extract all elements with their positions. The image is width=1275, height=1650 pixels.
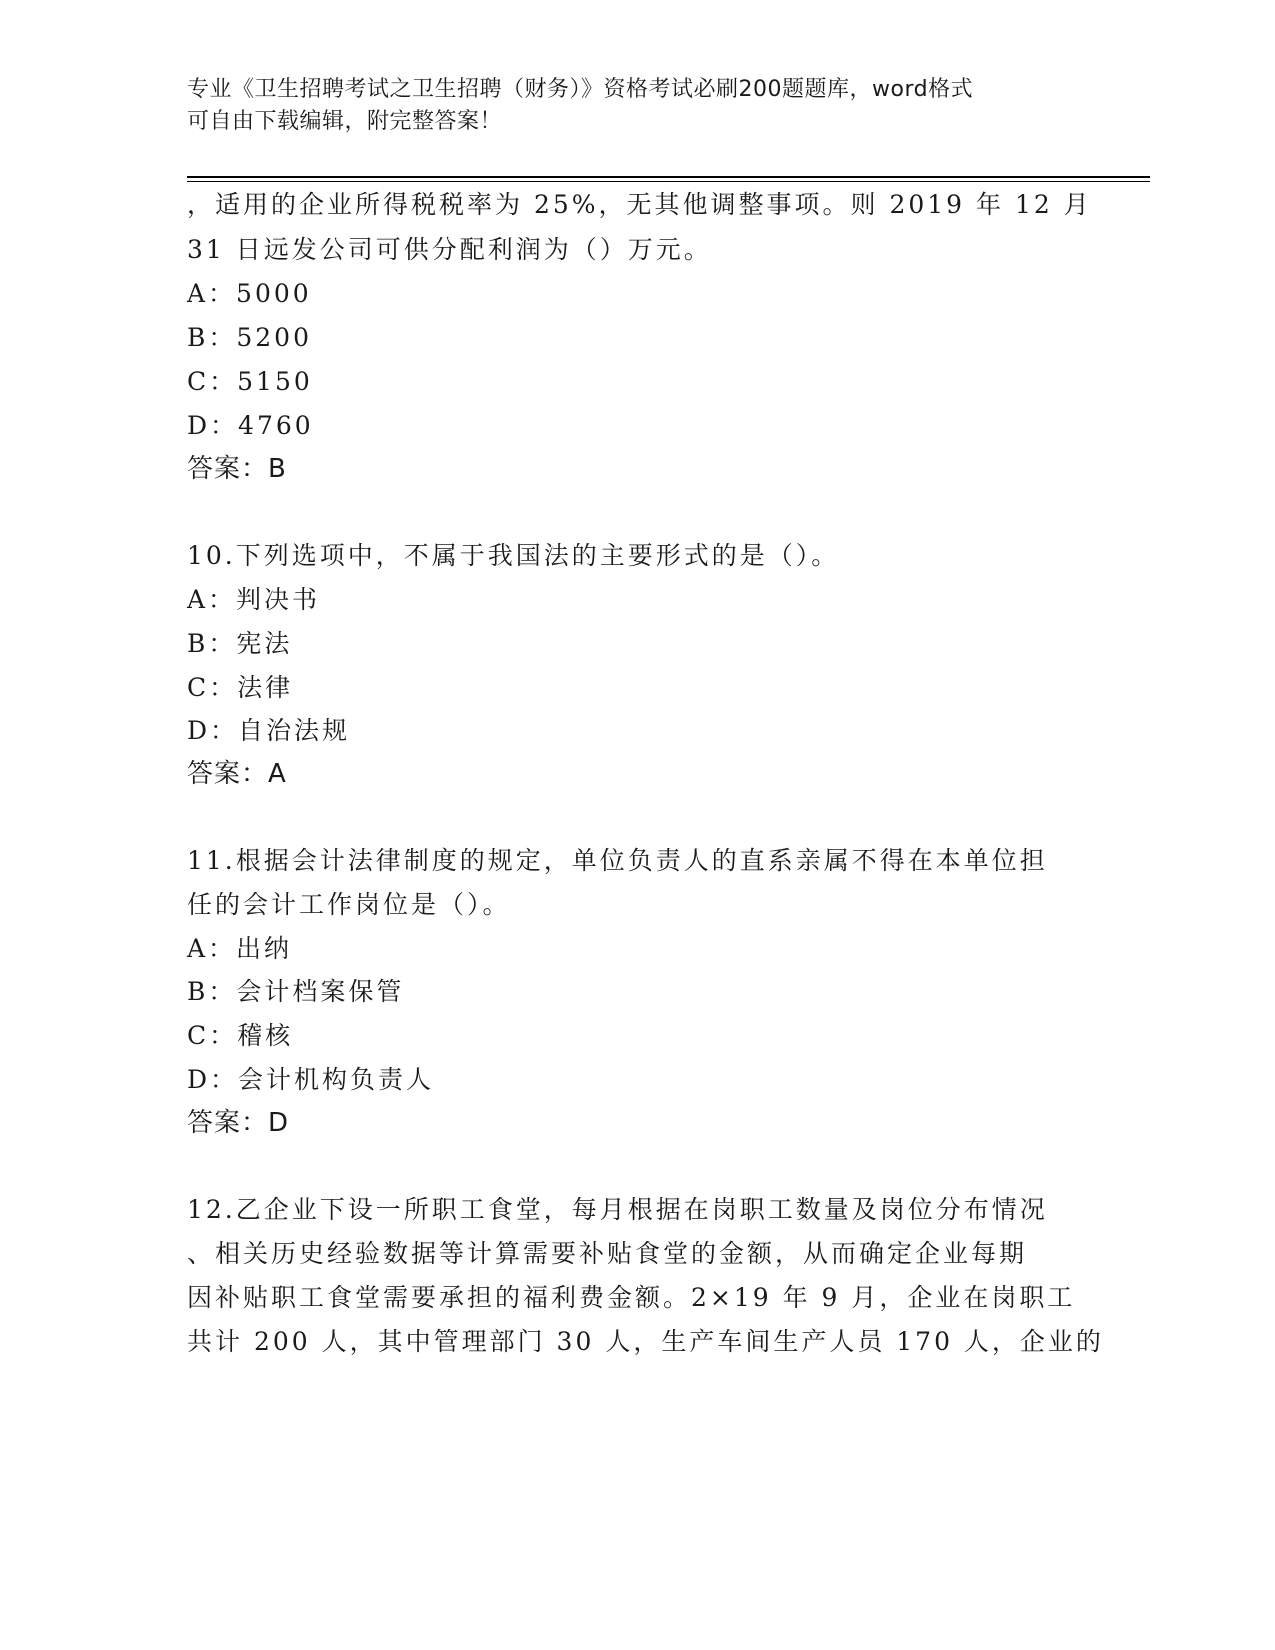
q9-option-d: D：4760 — [187, 411, 314, 440]
q9-line-1: ，适用的企业所得税税率为 25%，无其他调整事项。则 2019 年 12 月 — [187, 190, 1092, 219]
q12-line-2: 、相关历史经验数据等计算需要补贴食堂的金额，从而确定企业每期 — [187, 1239, 1028, 1268]
q11-option-b: B：会计档案保管 — [187, 977, 405, 1006]
header-line-1: 专业《卫生招聘考试之卫生招聘（财务）》资格考试必刷200题题库，word格式 — [187, 77, 974, 102]
q10-option-d: D：自治法规 — [187, 716, 351, 745]
page-header — [187, 74, 1087, 138]
header-line-2: 可自由下载编辑，附完整答案！ — [187, 109, 503, 134]
q11-line-1: 11.根据会计法律制度的规定，单位负责人的直系亲属不得在本单位担 — [187, 846, 1048, 875]
q10-option-b: B：宪法 — [187, 629, 293, 658]
q9-line-2: 31 日远发公司可供分配利润为（）万元。 — [187, 235, 712, 264]
q11-option-a: A：出纳 — [187, 934, 293, 963]
q10-option-c: C：法律 — [187, 673, 294, 702]
q11-option-c: C：稽核 — [187, 1021, 294, 1050]
q11-answer: 答案：D — [187, 1108, 290, 1138]
q9-option-c: C：5150 — [187, 367, 313, 396]
q10-answer: 答案：A — [187, 759, 287, 789]
q10-line-1: 10.下列选项中，不属于我国法的主要形式的是（）。 — [187, 541, 840, 570]
q9-option-b: B：5200 — [187, 323, 312, 352]
q12-line-4: 共计 200 人，其中管理部门 30 人，生产车间生产人员 170 人，企业的 — [187, 1327, 1104, 1356]
q9-option-a: A：5000 — [187, 279, 312, 308]
q10-option-a: A：判决书 — [187, 585, 321, 614]
q11-option-d: D：会计机构负责人 — [187, 1065, 435, 1094]
header-divider — [187, 176, 1150, 182]
q12-line-3: 因补贴职工食堂需要承担的福利费金额。2×19 年 9 月，企业在岗职工 — [187, 1283, 1076, 1312]
q9-answer: 答案：B — [187, 454, 287, 484]
q11-line-2: 任的会计工作岗位是（）。 — [187, 890, 511, 919]
q12-line-1: 12.乙企业下设一所职工食堂，每月根据在岗职工数量及岗位分布情况 — [187, 1195, 1048, 1224]
